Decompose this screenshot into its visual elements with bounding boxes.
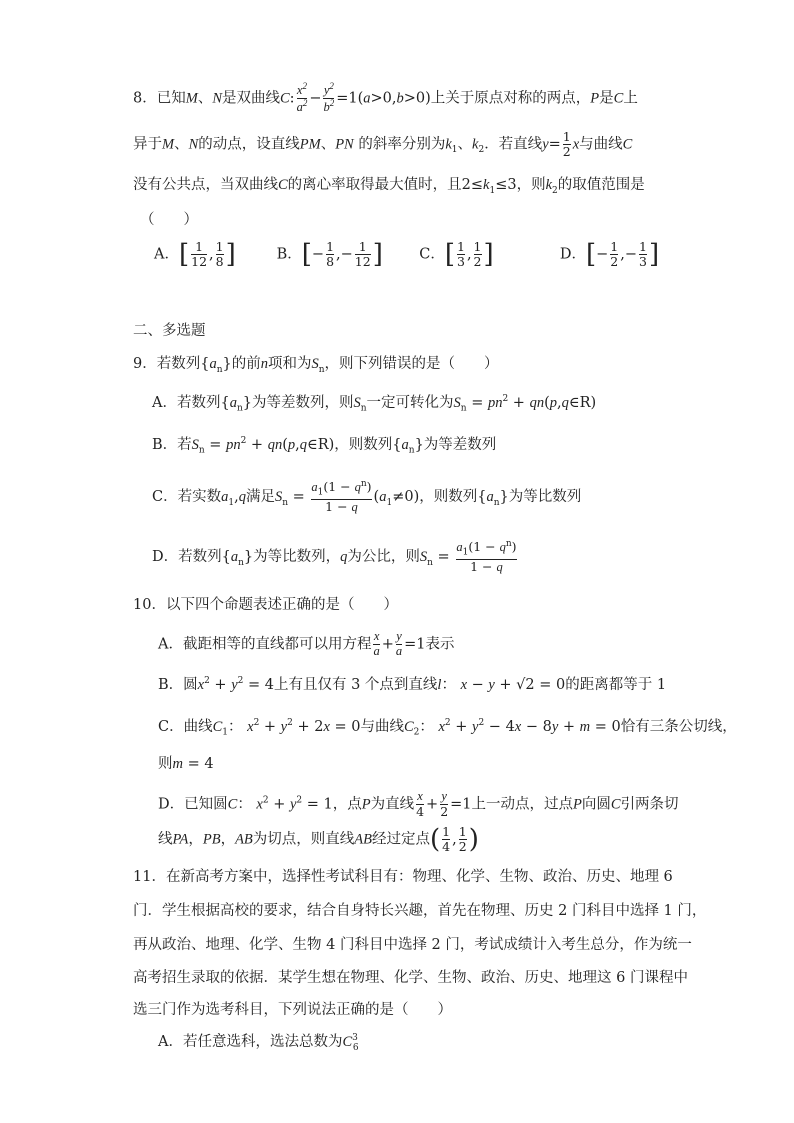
q9-option-c: C．若实数$a_1,q$满足$S_n$ = $\frac{a_1(1 - q^n)}{1 - q}$ $(a_1\ne 0)$，则数列$\{a_n\}$为等比数列 xyxy=(152,479,582,514)
q11-line3: 再从政治、地理、化学、生物 4 门科目中选择 2 门，考试成绩计入考生总分，作为统一 xyxy=(133,937,692,953)
q11-line1: 11．在新高考方案中，选择性考试科目有：物理、化学、生物、政治、历史、地理 6 xyxy=(133,869,673,885)
q10-option-d: D．已知圆C： $x^2 + y^2 = 1$，点P为直线 $\frac{x}{4}$ + $\frac{y}{2}$ =1上一动点，过点P向圆C引两条切 xyxy=(158,789,679,819)
section-title-multi-choice: 二、多选题 xyxy=(133,323,206,339)
q8-options: A．[ $\frac{1}{12}$ , $\frac{1}{8}$ ] B．[− $\frac{1}{8}$ ,− $\frac{1}{12}$ ] C．[ $\frac{1}{3}$ , $\frac{1}{2}$ ] D．[− $\frac{1}{2}$ ,− $\frac{1}{3}$ ] xyxy=(154,239,660,270)
q9-stem: 9．若数列$\{a_n\}$的前n项和为$S_n$，则下列错误的是（ ） xyxy=(133,356,499,375)
q8-paren: （ ） xyxy=(140,212,198,228)
q10-stem: 10．以下四个命题表述正确的是（ ） xyxy=(133,597,398,613)
q9-option-d: D．若数列$\{a_n\}$为等比数列，q为公比，则$S_n$ = $\frac{a_1(1 - q^n)}{1 - q}$ xyxy=(152,539,517,574)
q11-line5: 选三门作为选考科目，下列说法正确的是（ ） xyxy=(133,1002,452,1018)
q8-line3: 没有公共点，当双曲线C的离心率取得最大值时，且$2\le k_1\le 3$，则$k_2$的取值范围是 xyxy=(133,177,645,196)
q10-option-b: B．圆$x^2 + y^2 = 4$上有且仅有 3 个点到直线l： x − y + √2 = 0的距离都等于 1 xyxy=(158,676,667,693)
q11-line4: 高考招生录取的依据．某学生想在物理、化学、生物、政治、历史、地理这 6 门课程中 xyxy=(133,970,688,986)
q10-option-c: C．曲线$C_1$： $x^2 + y^2 + 2x = 0$与曲线$C_2$： $x^2 + y^2 - 4x - 8y + m = 0$恰有三条公切线， xyxy=(158,718,737,738)
q11-option-a: A．若任意选科，选法总数为$C^3_6$ xyxy=(158,1033,359,1053)
q9-option-b: B．若$S_n = pn^2$ + qn(p,q∈R)，则数列$\{a_n\}$为等差数列 xyxy=(152,436,497,456)
q10-option-d-cont: 线PA，PB，AB为切点，则直线AB经过定点( $\frac{1}{4}$ , $\frac{1}{2}$ ) xyxy=(158,824,479,855)
q8-line1: 8．已知M、N是双曲线C: $\frac{x^2}{a^2}$ − $\frac{y^2}{b^2}$ =1(a>0,b>0)上关于原点对称的两点，P是C上 xyxy=(133,81,638,115)
q10-option-c-cont: 则m = 4 xyxy=(158,756,214,772)
q9-option-a: A．若数列$\{a_n\}$为等差数列，则$S_n$一定可转化为$S_n = pn^2$ + qn(p,q∈R) xyxy=(152,394,597,414)
q11-line2: 门．学生根据高校的要求，结合自身特长兴趣，首先在物理、历史 2 门科目中选择 1 门， xyxy=(133,903,707,919)
q8-line2: 异于M、N的动点，设直线PM、PN 的斜率分别为$k_1$、$k_2$．若直线y= $\frac{1}{2}$ x与曲线C xyxy=(133,129,633,159)
q10-option-a: A．截距相等的直线都可以用方程 $\frac{x}{a}$ + $\frac{y}{a}$ =1表示 xyxy=(158,629,455,658)
